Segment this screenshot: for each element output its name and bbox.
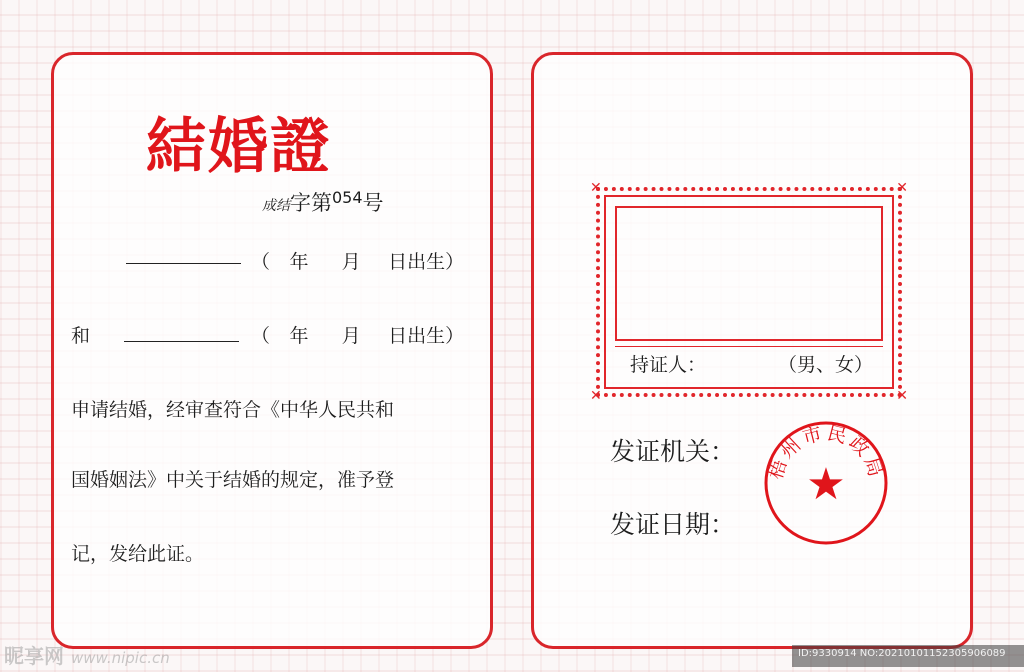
official-seal-icon: [762, 419, 890, 547]
birth-year-label: 年: [289, 325, 309, 347]
watermark-url: www.nipic.cn: [70, 649, 170, 667]
issuing-authority-label: 发证机关：: [610, 437, 736, 466]
person-two-birth: [251, 321, 464, 348]
corner-ornament-icon: ✕: [590, 180, 602, 196]
holder-label: 持证人：: [630, 354, 707, 376]
right-page: [531, 52, 973, 649]
birth-open: （: [251, 251, 271, 273]
body-text-line: 记，发给此证。: [71, 543, 205, 565]
issue-date-label: 发证日期：: [610, 510, 736, 539]
watermark-brand-name: 昵享网: [4, 644, 64, 668]
and-label: 和: [71, 325, 91, 347]
cert-number-mid: 字第: [290, 191, 332, 215]
birth-year-label: 年: [289, 251, 309, 273]
birth-month-label: 月: [341, 251, 361, 273]
corner-ornament-icon: ✕: [590, 388, 602, 404]
birth-day-label: 日出生）: [388, 325, 465, 347]
certificate-title: 結婚證: [146, 112, 332, 182]
person-two-row: [71, 321, 239, 348]
seal-text: 梧州市民政局: [764, 422, 888, 483]
holder-divider: [615, 346, 883, 347]
corner-ornament-icon: ✕: [896, 388, 908, 404]
cert-number-value: 054: [332, 188, 363, 207]
certificate-number: [262, 187, 384, 217]
person-one-row: [126, 247, 241, 269]
body-text-line: 申请结婚，经审查符合《中华人民共和: [71, 399, 395, 421]
corner-ornament-icon: ✕: [896, 180, 908, 196]
birth-month-label: 月: [341, 325, 361, 347]
watermark-id: ID:9330914 NO:20210101152305906089: [792, 645, 1024, 667]
photo-area: [615, 206, 883, 341]
photo-frame: [590, 180, 908, 404]
cert-number-prefix: 成结: [262, 198, 290, 214]
birth-open: （: [251, 325, 271, 347]
cert-number-suffix: 号: [362, 191, 384, 215]
left-page: [51, 52, 493, 649]
watermark-brand: [4, 640, 170, 669]
person-two-name-blank: [124, 325, 239, 342]
person-one-birth: [251, 247, 464, 274]
holder-gender: （男、女）: [778, 354, 874, 376]
body-text-line: 国婚姻法》中关于结婚的规定，准予登: [71, 469, 395, 491]
seal-star-icon: ★: [806, 459, 846, 510]
person-one-name-blank: [126, 247, 241, 264]
birth-day-label: 日出生）: [388, 251, 465, 273]
